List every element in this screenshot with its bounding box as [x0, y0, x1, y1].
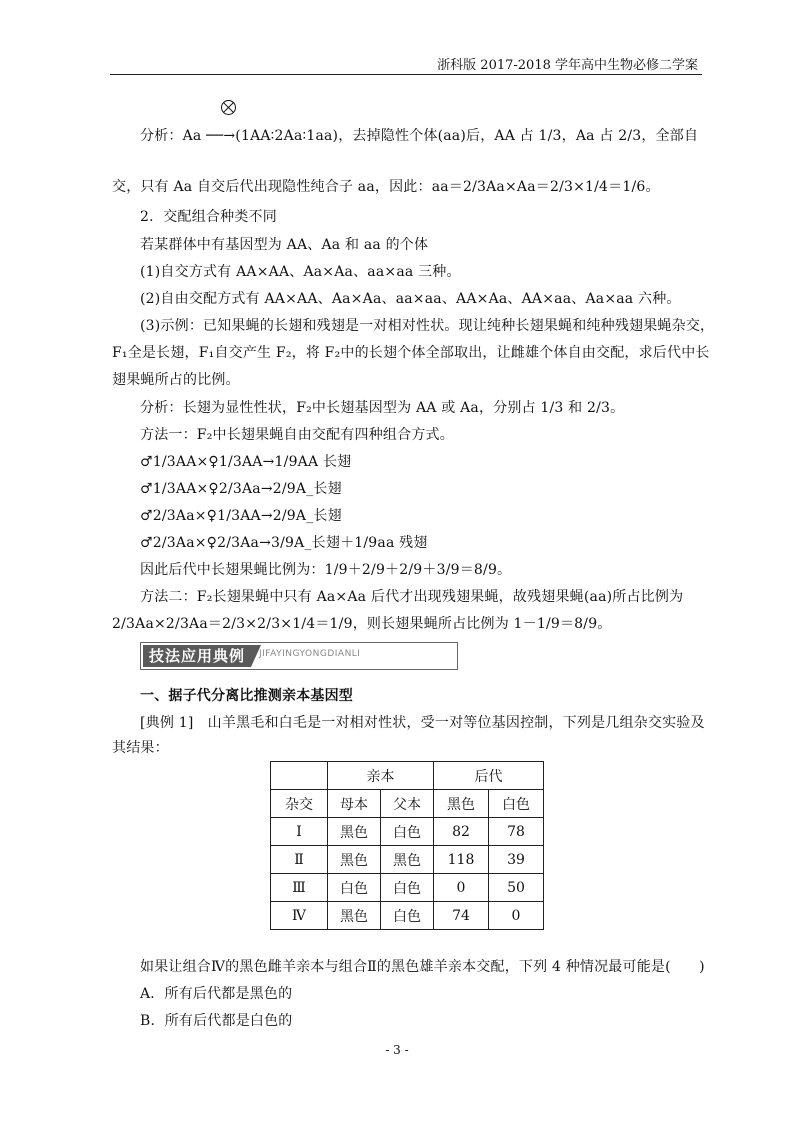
self-cross-symbol-icon: [221, 100, 236, 115]
cross-combination-4: ♂2/3Aa×♀2/3Aa→3/9A_长翅＋1/9aa 残翅: [140, 535, 428, 551]
table-row: [271, 846, 544, 874]
cross-combination-2: ♂1/3AA×♀2/3Aa→2/9A_长翅: [140, 481, 342, 497]
cross-combination-3: ♂2/3Aa×♀1/3AA→2/9A_长翅: [140, 508, 342, 524]
header-parent-group: 亲本: [328, 762, 434, 790]
header-mother: 母本: [328, 790, 381, 818]
black-count-cell: 74: [434, 902, 489, 930]
mother-cell: 黑色: [328, 818, 381, 846]
table-subheader-row: [271, 790, 544, 818]
text-line-10: 分析：长翅为显性性状，F₂中长翅基因型为 AA 或 Aa，分别占 1/3 和 2/3。: [140, 400, 625, 416]
header-offspring-group: 后代: [434, 762, 544, 790]
option-a: A．所有后代都是黑色的: [140, 986, 293, 1002]
header-white: 白色: [489, 790, 544, 818]
row-label: Ⅳ: [271, 902, 328, 930]
section-banner: [140, 642, 458, 670]
text-line-18: 2/3Aa×2/3Aa＝2/3×2/3×1/4＝1/9，则长翅果蝇所占比例为 1－1/9＝8/9。: [112, 616, 612, 632]
text-line-16: 因此后代中长翅果蝇比例为：1/9＋2/9＋2/9＋3/9＝8/9。: [140, 562, 512, 578]
white-count-cell: 78: [489, 818, 544, 846]
example-1-line-2: 其结果：: [112, 740, 169, 756]
white-count-cell: 50: [489, 874, 544, 902]
section-heading-2: 2．交配组合种类不同: [140, 209, 277, 225]
section-heading-1: 一、据子代分离比推测亲本基因型: [140, 688, 353, 704]
question-stem: 如果让组合Ⅳ的黑色雌羊亲本与组合Ⅱ的黑色雄羊亲本交配，下列 4 种情况最可能是( ): [140, 959, 705, 975]
father-cell: 黑色: [381, 846, 434, 874]
mother-cell: 黑色: [328, 902, 381, 930]
mother-cell: 白色: [328, 874, 381, 902]
text-line-17: 方法二：F₂长翅果蝇中只有 Aa×Aa 后代才出现残翅果蝇，故残翅果蝇(aa)所占比例为: [140, 589, 684, 605]
text-line-8: F₁全是长翅，F₁自交产生 F₂，将 F₂中的长翅个体全部取出，让雌雄个体自由交配，求后代中长: [112, 345, 710, 361]
header-black: 黑色: [434, 790, 489, 818]
text-line-4: 若某群体中有基因型为 AA、Aa 和 aa 的个体: [140, 237, 429, 253]
text-line-5: (1)自交方式有 AA×AA、Aa×Aa、aa×aa 三种。: [140, 264, 461, 280]
text-line-9: 翅果蝇所占的比例。: [112, 372, 240, 388]
table-row: [271, 874, 544, 902]
banner-title: 技法应用典例: [143, 645, 251, 667]
example-1-line-1: [典例 1] 山羊黑毛和白毛是一对相对性状，受一对等位基因控制，下列是几组杂交实验及: [140, 715, 705, 731]
black-count-cell: 0: [434, 874, 489, 902]
text-line-2: 交，只有 Aa 自交后代出现隐性纯合子 aa，因此：aa＝2/3Aa×Aa＝2/3×1/4＝1/6。: [112, 179, 660, 195]
cross-combination-1: ♂1/3AA×♀1/3AA→1/9AA 长翅: [140, 454, 352, 470]
father-cell: 白色: [381, 902, 434, 930]
header-cross: 杂交: [271, 790, 328, 818]
text-line-6: (2)自由交配方式有 AA×AA、Aa×Aa、aa×aa、AA×Aa、AA×aa、Aa×aa 六种。: [140, 291, 681, 307]
header-rule: [110, 74, 702, 75]
father-cell: 白色: [381, 874, 434, 902]
father-cell: 白色: [381, 818, 434, 846]
header-father: 父本: [381, 790, 434, 818]
running-header: 浙科版 2017-2018 学年高中生物必修二学案: [437, 58, 698, 73]
cross-results-table: [270, 761, 544, 930]
text-line-11: 方法一：F₂中长翅果蝇自由交配有四种组合方式。: [140, 427, 454, 443]
table-empty-cell: [271, 762, 328, 790]
page-number: - 3 -: [385, 1043, 409, 1057]
text-line-7: (3)示例：已知果蝇的长翅和残翅是一对相对性状。现让纯种长翅果蝇和纯种残翅果蝇杂交，: [140, 318, 715, 334]
mother-cell: 黑色: [328, 846, 381, 874]
option-b: B．所有后代都是白色的: [140, 1013, 293, 1029]
white-count-cell: 0: [489, 902, 544, 930]
row-label: Ⅲ: [271, 874, 328, 902]
table-row: [271, 818, 544, 846]
table-header-row: [271, 762, 544, 790]
row-label: Ⅰ: [271, 818, 328, 846]
banner-subtitle: JIFAYINGYONGDIANLI: [259, 649, 361, 659]
row-label: Ⅱ: [271, 846, 328, 874]
black-count-cell: 118: [434, 846, 489, 874]
black-count-cell: 82: [434, 818, 489, 846]
table-row: [271, 902, 544, 930]
text-line-1: 分析：Aa ──→(1AA∶2Aa∶1aa)，去掉隐性个体(aa)后，AA 占 1/3，Aa 占 2/3，全部自: [140, 128, 699, 144]
white-count-cell: 39: [489, 846, 544, 874]
